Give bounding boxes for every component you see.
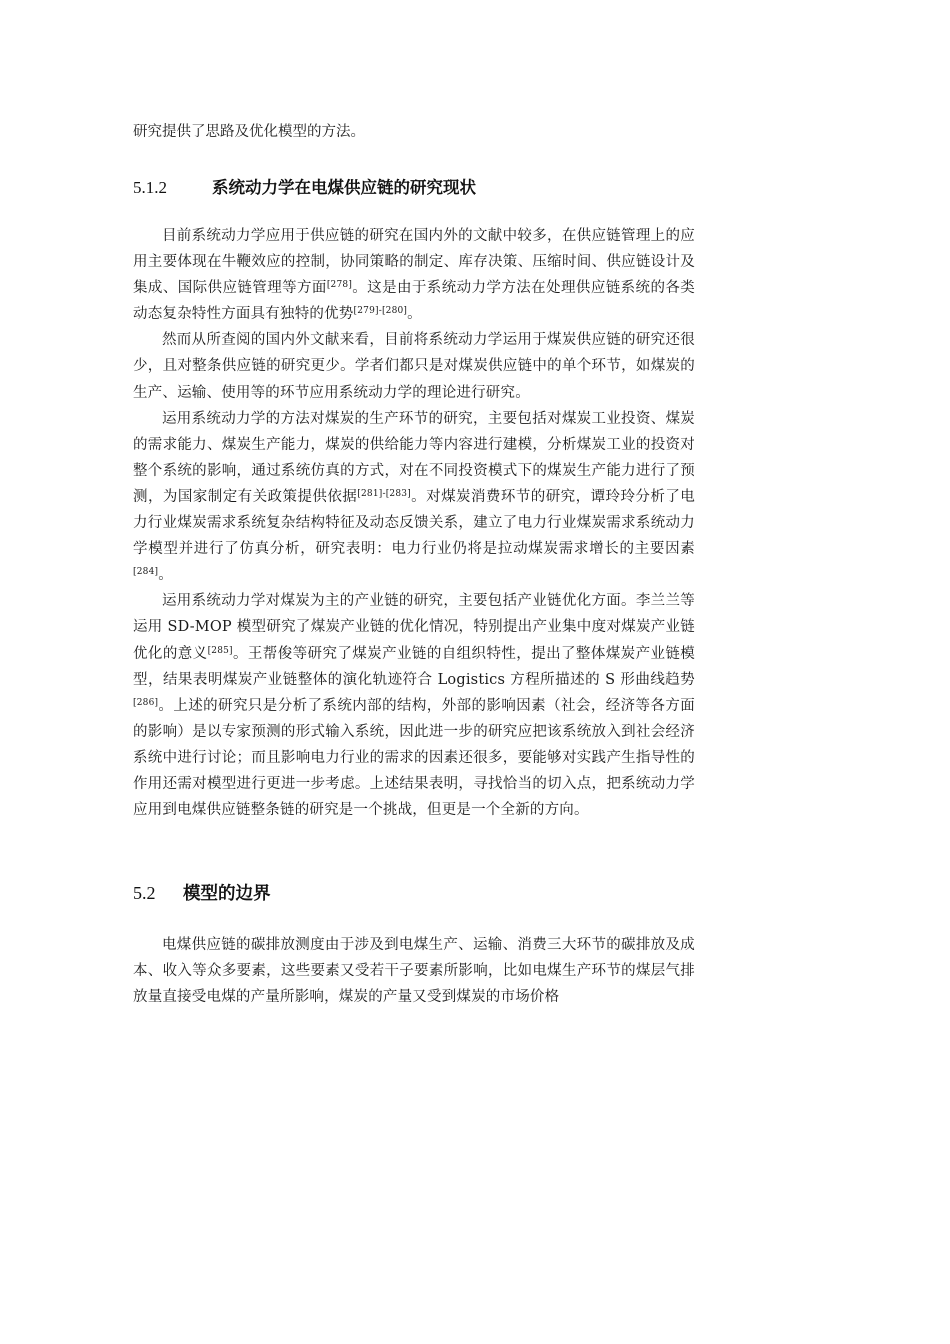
section-heading-5-2	[133, 880, 271, 905]
body-paragraph: 运用系统动力学的方法对煤炭的生产环节的研究，主要包括对煤炭工业投资、煤炭的需求能力、煤炭生产能力，煤炭的供给能力等内容进行建模，分析煤炭工业的投资对整个系统的影响，通过系统仿真的方式，对在不同投资模式下的煤炭生产能力进行了预测，为国家制定有关政策提供依据[281]-[283]。对煤炭消费环节的研究，谭玲玲分析了电力行业煤炭需求系统复杂结构特征及动态反馈关系，建立了电力行业煤炭需求系统动力学模型并进行了仿真分析，研究表明：电力行业仍将是拉动煤炭需求增长的主要因素[284]。	[133, 410, 695, 584]
body-paragraph: 电煤供应链的碳排放测度由于涉及到电煤生产、运输、消费三大环节的碳排放及成本、收入等众多要素，这些要素又受若干子要素所影响，比如电煤生产环节的煤层气排放量直接受电煤的产量所影响，煤炭的产量又受到煤炭的市场价格	[133, 937, 695, 1006]
citation: [284]	[133, 567, 159, 578]
citation: [281]-[283]	[357, 488, 411, 499]
section-body-5-1-2	[133, 223, 695, 823]
citation: [286]	[133, 697, 159, 708]
section-number: 5.1.2	[133, 178, 167, 197]
section-number: 5.2	[133, 883, 156, 903]
citation: [279]-[280]	[353, 306, 408, 317]
section-title: 模型的边界	[183, 884, 271, 904]
body-paragraph: 目前系统动力学应用于供应链的研究在国内外的文献中较多，在供应链管理上的应用主要体现在牛鞭效应的控制，协同策略的制定、库存决策、压缩时间、供应链设计及集成、国际供应链管理等方面[278]。这是由于系统动力学方法在处理供应链系统的各类动态复杂特性方面具有独特的优势[279]-[280]。	[133, 228, 695, 323]
section-title: 系统动力学在电煤供应链的研究现状	[212, 178, 476, 197]
body-paragraph: 运用系统动力学对煤炭为主的产业链的研究，主要包括产业链优化方面。李兰兰等运用 SD-MOP 模型研究了煤炭产业链的优化情况，特别提出产业集中度对煤炭产业链优化的意义[285]。王帮俊等研究了煤炭产业链的自组织特性，提出了整体煤炭产业链模型，结果表明煤炭产业链整体的演化轨迹符合 Logistics 方程所描述的 S 形曲线趋势[286]。上述的研究只是分析了系统内部的结构，外部的影响因素（社会，经济等各方面的影响）是以专家预测的形式输入系统，因此进一步的研究应把该系统放入到社会经济系统中进行讨论；而且影响电力行业的需求的因素还很多，要能够对实践产生指导性的作用还需对模型进行更进一步考虑。上述结果表明，寻找恰当的切入点，把系统动力学应用到电煤供应链整条链的研究是一个挑战，但更是一个全新的方向。	[133, 593, 696, 819]
body-paragraph: 然而从所查阅的国内外文献来看，目前将系统动力学运用于煤炭供应链的研究还很少，且对整条供应链的研究更少。学者们都只是对煤炭供应链中的单个环节，如煤炭的生产、运输、使用等的环节应用系统动力学的理论进行研究。	[133, 332, 695, 401]
section-body-5-2	[133, 932, 695, 1010]
citation: [285]	[207, 645, 233, 656]
citation: [278]	[326, 280, 353, 291]
section-heading-5-1-2	[133, 174, 476, 198]
continuation-paragraph: 研究提供了思路及优化模型的方法。	[133, 124, 365, 140]
